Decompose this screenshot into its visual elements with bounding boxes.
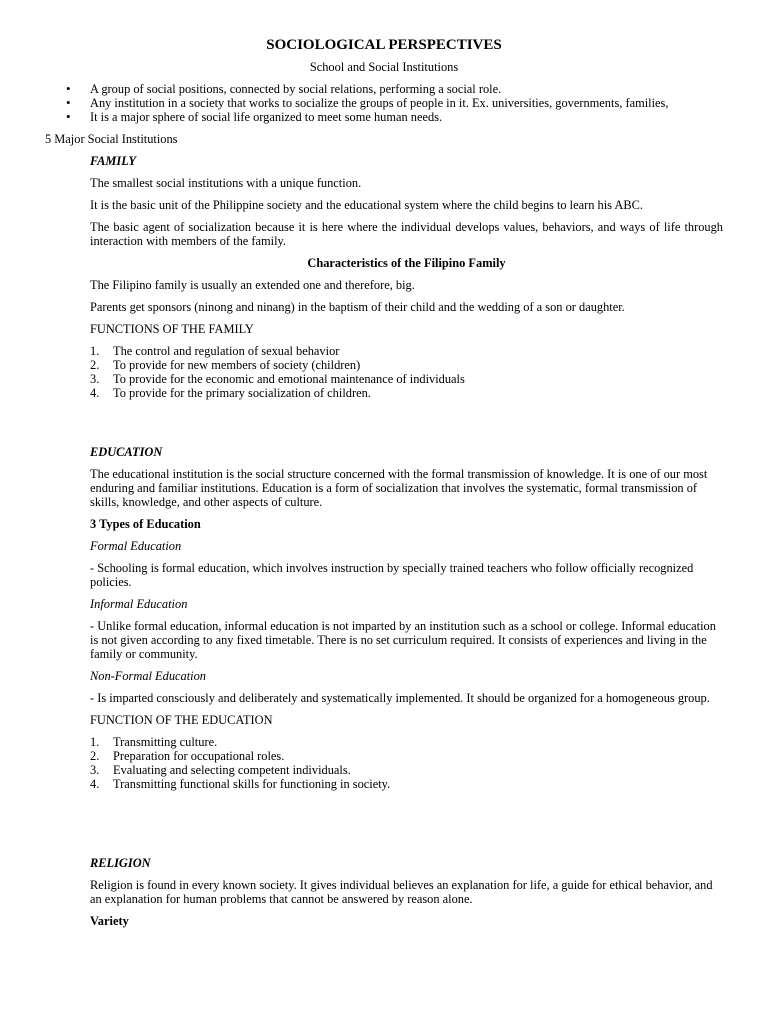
education-functions-list bbox=[90, 735, 723, 791]
family-functions-heading: FUNCTIONS OF THE FAMILY bbox=[90, 322, 254, 336]
family-heading: FAMILY bbox=[90, 154, 136, 168]
nonformal-education-title: Non-Formal Education bbox=[90, 669, 206, 683]
nonformal-education-text: - Is imparted consciously and deliberately and systematically implemented. It should be organized for a homogeneous group. bbox=[90, 691, 710, 705]
page-subtitle: School and Social Institutions bbox=[309, 60, 459, 74]
education-types-heading: 3 Types of Education bbox=[90, 517, 201, 531]
religion-heading: RELIGION bbox=[90, 856, 151, 870]
family-paragraph: The smallest social institutions with a unique function. bbox=[90, 176, 362, 190]
education-paragraph: The educational institution is the social structure concerned with the formal transmission of knowledge. It is one of our most enduring and familiar institutions. Education is a form of socialization that involves the systematic, formal transmission of skills, knowledge, and other aspects of culture. bbox=[90, 467, 708, 509]
informal-education-text: - Unlike formal education, informal education is not imparted by an institution such as a school or college. Informal education is not given according to any fixed timetable. There is no set curriculum required. It consists of experiences and living in the family or community. bbox=[90, 619, 716, 661]
education-heading: EDUCATION bbox=[90, 445, 163, 459]
religion-paragraph: Religion is found in every known society. It gives individual believes an explanation for life, a guide for ethical behavior, and an explanation for human problems that cannot be answered by reason alone. bbox=[90, 878, 713, 906]
family-section bbox=[90, 154, 723, 928]
spacer bbox=[90, 791, 723, 856]
intro-bullet-list bbox=[45, 82, 723, 124]
family-characteristic: Parents get sponsors (ninong and ninang) in the baptism of their child and the wedding of a son or daughter. bbox=[90, 300, 625, 314]
family-characteristic: The Filipino family is usually an extended one and therefore, big. bbox=[90, 278, 415, 292]
list-item: 2. Preparation for occupational roles. bbox=[90, 749, 285, 763]
list-item: 3. Evaluating and selecting competent individuals. bbox=[90, 763, 351, 777]
spacer bbox=[90, 400, 723, 445]
list-item: 4. To provide for the primary socialization of children. bbox=[90, 386, 371, 400]
family-paragraph: It is the basic unit of the Philippine society and the educational system where the child begins to learn his ABC. bbox=[90, 198, 643, 212]
list-item: 1. The control and regulation of sexual behavior bbox=[90, 344, 340, 358]
intro-bullet: • Any institution in a society that works to socialize the groups of people in it. Ex. universities, governments, families, bbox=[90, 96, 723, 110]
list-item: 1. Transmitting culture. bbox=[90, 735, 218, 749]
list-item: 4. Transmitting functional skills for functioning in society. bbox=[90, 777, 391, 791]
family-paragraph: The basic agent of socialization because it is here where the individual develops values, behaviors, and ways of life through interaction with members of the family. bbox=[90, 220, 723, 248]
page-title: SOCIOLOGICAL PERSPECTIVES bbox=[266, 37, 502, 53]
education-functions-heading: FUNCTION OF THE EDUCATION bbox=[90, 713, 273, 727]
formal-education-text: - Schooling is formal education, which involves instruction by specially trained teachers who follow officially recognized policies. bbox=[90, 561, 694, 589]
intro-bullet: • It is a major sphere of social life organized to meet some human needs. bbox=[90, 110, 723, 124]
list-item: 3. To provide for the economic and emotional maintenance of individuals bbox=[90, 372, 465, 386]
intro-bullet: • A group of social positions, connected by social relations, performing a social role. bbox=[90, 82, 723, 96]
family-functions-list bbox=[90, 344, 723, 400]
filipino-family-heading: Characteristics of the Filipino Family bbox=[307, 256, 506, 270]
list-item: 2. To provide for new members of society (children) bbox=[90, 358, 361, 372]
informal-education-title: Informal Education bbox=[90, 597, 188, 611]
formal-education-title: Formal Education bbox=[90, 539, 182, 553]
variety-heading: Variety bbox=[90, 914, 129, 928]
major-institutions-heading: 5 Major Social Institutions bbox=[45, 132, 178, 146]
